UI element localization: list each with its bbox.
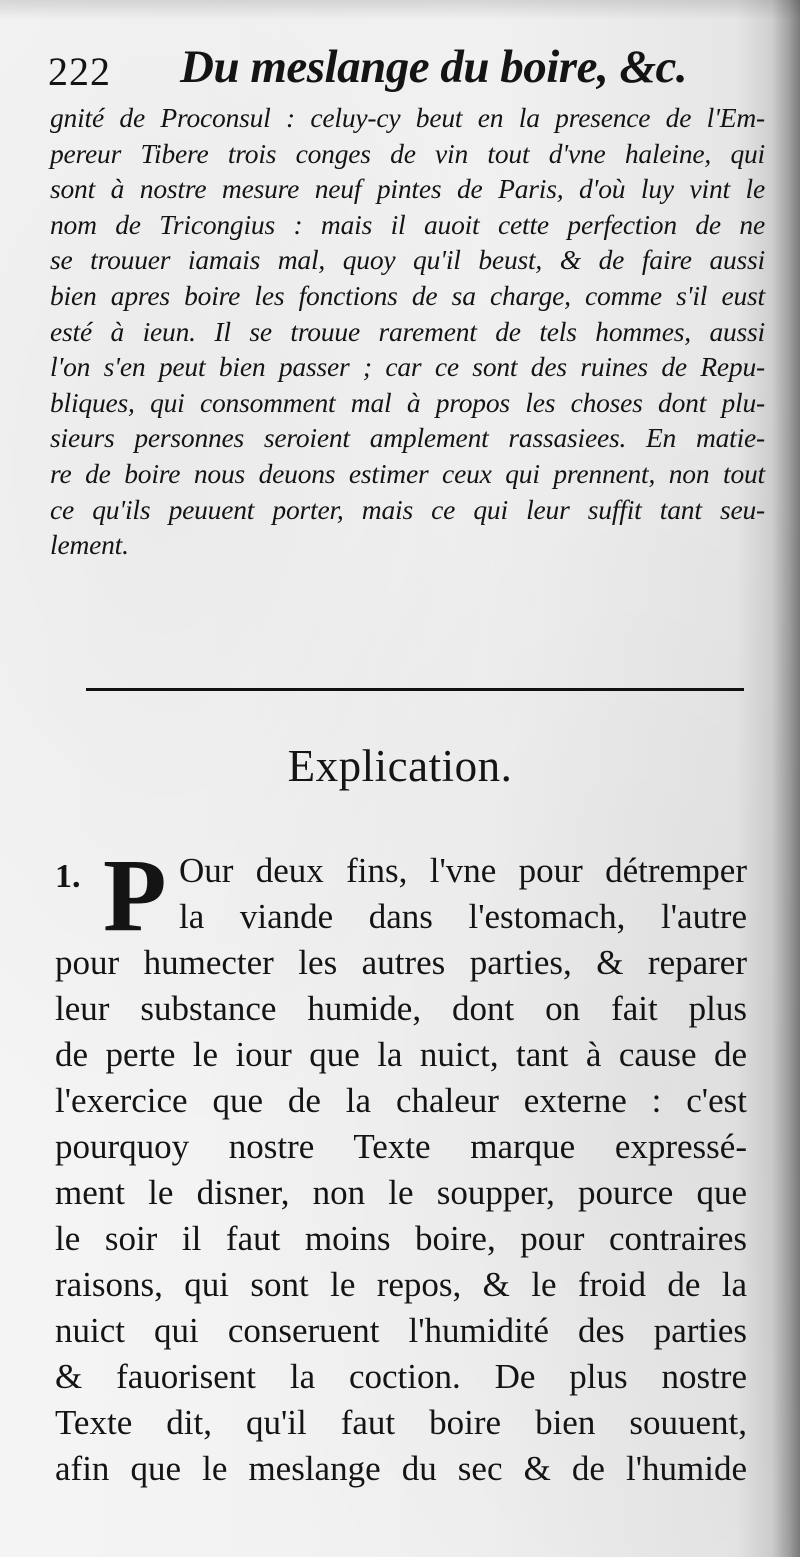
body-line: & fauorisent la coction. De plus nostre [55,1357,747,1396]
body-line: leur substance humide, dont on fait plus [55,989,747,1028]
running-title: Du meslange du boire, &c. [180,41,688,93]
body-line: pour humecter les autres parties, & reparer [55,943,747,982]
italic-line: sont à nostre mesure neuf pintes de Paris, d'où luy vint le [50,173,765,205]
body-line: Our deux fins, l'vne pour détremper [179,851,747,890]
italic-line: esté à ieun. Il se trouue rarement de tels hommes, aussi [50,315,765,347]
section-heading: Explication. [287,741,513,791]
italic-line: bliques, qui consomment mal à propos les choses dont plu- [50,386,765,418]
section-divider-rule [86,688,744,691]
italic-line: se trouuer iamais mal, quoy qu'il beust, & de faire aussi [50,244,765,276]
body-line: le soir il faut moins boire, pour contraires [55,1219,747,1258]
italic-line: pereur Tibere trois conges de vin tout d'vne haleine, qui [50,137,765,169]
italic-line: l'on s'en peut bien passer ; car ce sont des ruines de Repu- [50,351,765,383]
page-number: 222 [48,49,111,94]
italic-line: gnité de Proconsul : celuy-cy beut en la presence de l'Em- [50,102,765,133]
italic-line-last: lement. [50,529,129,561]
body-line: de perte le iour que la nuict, tant à cause de [55,1035,747,1074]
body-line: raisons, qui sont le repos, & le froid de la [55,1265,747,1304]
italic-line: re de boire nous deuons estimer ceux qui prennent, non tout [50,457,765,489]
italic-line: nom de Tricongius : mais il auoit cette perfection de ne [50,208,765,240]
body-line: afin que le meslange du sec & de l'humide [55,1449,747,1488]
item-number: 1. [55,858,81,895]
body-line: ment le disner, non le soupper, pource que [55,1173,747,1212]
body-line: Texte dit, qu'il faut boire bien souuent, [55,1403,747,1442]
italic-paragraph [50,100,765,563]
body-line: l'exercice que de la chaleur externe : c'est [55,1081,747,1120]
body-line: pourquoy nostre Texte marque expressé- [55,1127,747,1166]
body-line: nuict qui conseruent l'humidité des parties [55,1311,747,1350]
running-head [48,40,748,100]
body-line: la viande dans l'estomach, l'autre [179,897,747,936]
italic-line: ce qu'ils peuuent porter, mais ce qui leur suffit tant seu- [50,493,765,525]
drop-cap-letter: P [103,838,167,953]
page-top-shadow [0,0,800,20]
italic-line: sieurs personnes seroient amplement rassasiees. En matie- [50,422,765,454]
italic-line: bien apres boire les fonctions de sa charge, comme s'il eust [50,279,765,311]
